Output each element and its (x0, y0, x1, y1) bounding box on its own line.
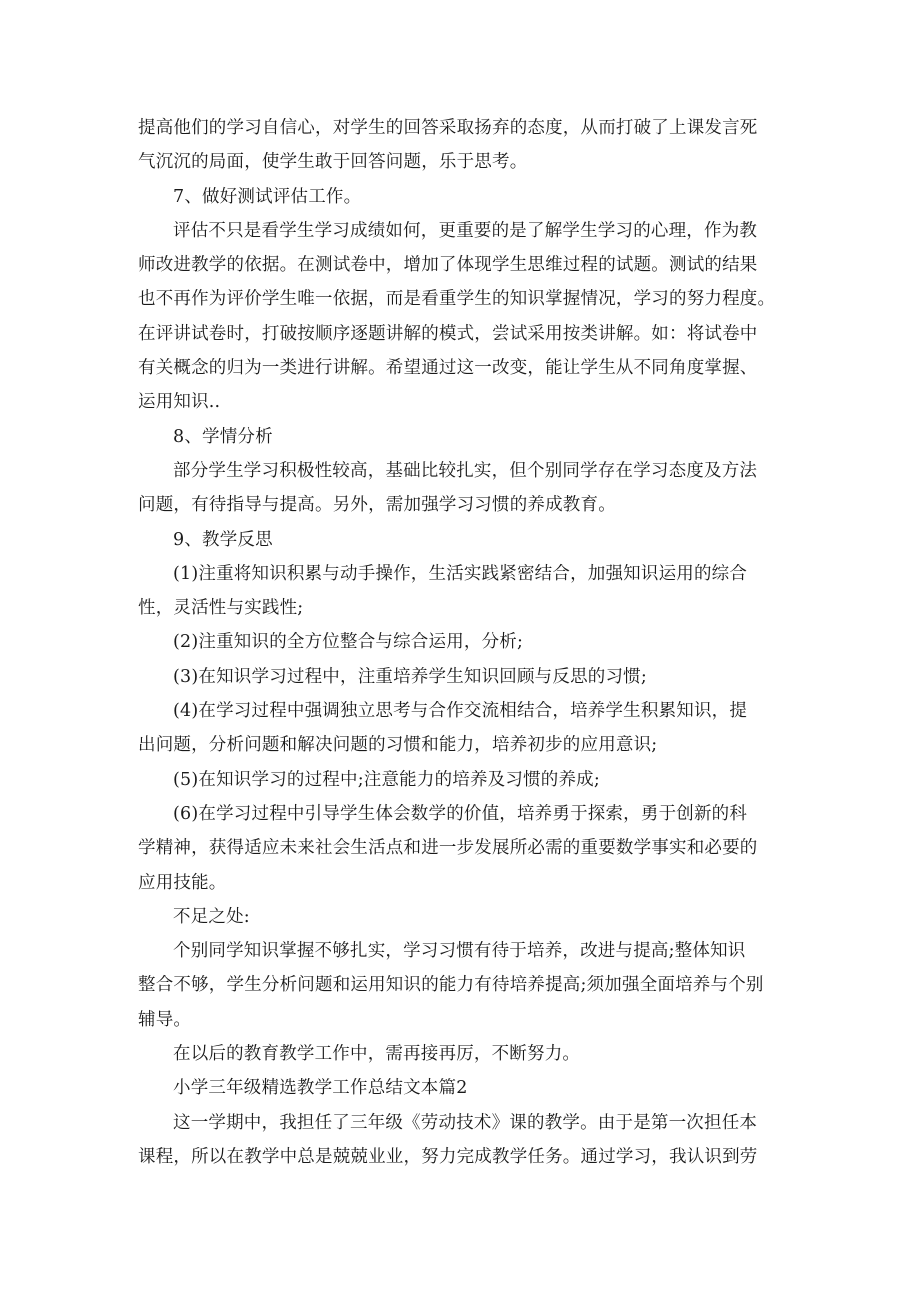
text-line: 出问题，分析问题和解决问题的习惯和能力，培养初步的应用意识; (138, 735, 658, 756)
text-line: 个别同学知识掌握不够扎实，学习习惯有待于培养，改进与提高;整体知识 (173, 941, 746, 962)
text-line: 师改进教学的依据。在测试卷中，增加了体现学生思维过程的试题。测试的结果 (138, 255, 758, 276)
text-line: 运用知识.. (138, 392, 221, 413)
text-line: 部分学生学习积极性较高，基础比较扎实，但个别同学存在学习态度及方法 (173, 460, 758, 481)
text-line: 气沉沉的局面，使学生敢于回答问题，乐于思考。 (138, 152, 528, 173)
section-heading: 不足之处: (173, 906, 250, 927)
text-line: 提高他们的学习自信心，对学生的回答采取扬弃的态度，从而打破了上课发言死 (138, 118, 758, 138)
text-line: 性，灵活性与实践性; (138, 598, 304, 619)
text-line: 整合不够，学生分析问题和运用知识的能力有待培养提高;须加强全面培养与个别 (138, 975, 764, 996)
section-heading: 9、教学反思 (173, 529, 273, 550)
text-line: 有关概念的归为一类进行讲解。希望通过这一改变，能让学生从不同角度掌握、 (138, 358, 758, 379)
list-item: (3)在知识学习过程中，注重培养学生知识回顾与反思的习惯; (173, 666, 647, 687)
text-line: 这一学期中，我担任了三年级《劳动技术》课的教学。由于是第一次担任本 (173, 1112, 758, 1133)
text-line: 应用技能。 (138, 872, 227, 893)
text-line: 评估不只是看学生学习成绩如何，更重要的是了解学生学习的心理，作为教 (173, 220, 758, 241)
section-heading: 8、学情分析 (173, 426, 273, 447)
list-item: (2)注重知识的全方位整合与综合运用，分析; (173, 632, 524, 653)
text-line: 也不再作为评价学生唯一依据，而是看重学生的知识掌握情况，学习的努力程度。 (138, 289, 776, 310)
text-line: 课程，所以在教学中总是兢兢业业，努力完成教学任务。通过学习，我认识到劳 (138, 1146, 758, 1167)
text-line: 辅导。 (138, 1009, 192, 1030)
section-heading: 7、做好测试评估工作。 (173, 186, 362, 207)
text-line: 在评讲试卷时，打破按顺序逐题讲解的模式，尝试采用按类讲解。如：将试卷中 (138, 323, 758, 344)
text-line: 问题，有待指导与提高。另外，需加强学习习惯的养成教育。 (138, 495, 616, 516)
list-item: (6)在学习过程中引导学生体会数学的价值，培养勇于探索，勇于创新的科 (173, 803, 748, 824)
list-item: (4)在学习过程中强调独立思考与合作交流相结合，培养学生积累知识，提 (173, 701, 748, 722)
list-item: (1)注重将知识积累与动手操作，生活实践紧密结合，加强知识运用的综合 (173, 563, 748, 584)
document-page (138, 111, 790, 1174)
list-item: (5)在知识学习的过程中;注意能力的培养及习惯的养成; (173, 769, 600, 790)
text-line: 学精神，获得适应未来社会生活点和进一步发展所必需的重要数学事实和必要的 (138, 838, 758, 859)
text-line: 在以后的教育教学工作中，需再接再厉，不断努力。 (173, 1044, 581, 1065)
article-title: 小学三年级精选教学工作总结文本篇2 (173, 1078, 468, 1099)
